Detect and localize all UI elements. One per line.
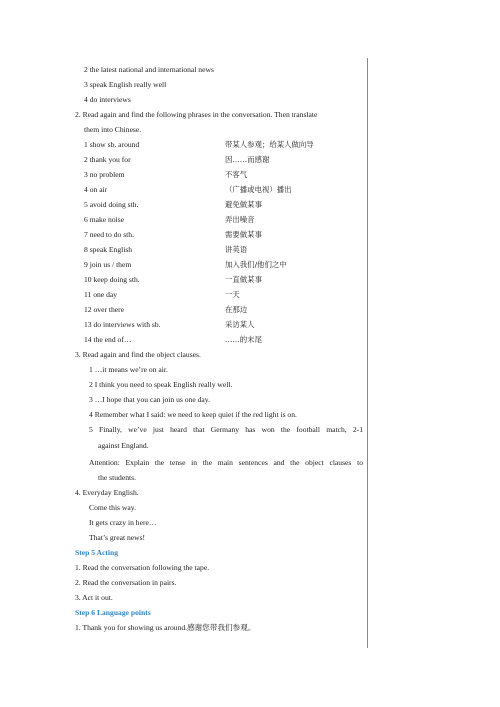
phrase-en: 5 avoid doing sth. <box>84 200 139 209</box>
phrase-cn: 在那边 <box>225 305 248 314</box>
phrase-en: 2 thank you for <box>84 155 131 164</box>
phrase-en: 8 speak English <box>84 245 133 254</box>
phrase-cn: 不客气 <box>225 170 248 179</box>
phrase-cn: 一天 <box>225 290 240 299</box>
phrase-cn: 避免做某事 <box>225 200 262 209</box>
step-heading: Step 6 Language points <box>75 608 151 617</box>
text-line: 3 speak English really well <box>84 80 167 89</box>
phrase-en: 10 keep doing sth. <box>84 275 140 284</box>
text-line: Attention: Explain the tense in the main sentences and the object clauses to <box>89 458 363 467</box>
phrase-cn: 因……而感谢 <box>225 155 270 164</box>
phrase-cn: 需要做某事 <box>225 230 262 239</box>
phrase-en: 3 no problem <box>84 170 125 179</box>
phrase-cn: 采访某人 <box>225 320 255 329</box>
text-line: 2. Read the conversation in pairs. <box>75 578 177 587</box>
text-line: 1 …it means we’re on air. <box>89 365 168 374</box>
text-line: against England. <box>98 441 149 450</box>
phrase-cn: （广播或电视）播出 <box>225 185 292 194</box>
text-line: them into Chinese. <box>84 125 142 134</box>
phrase-cn: 加入我们/他们之中 <box>225 260 287 269</box>
text-line: 2 the latest national and international news <box>84 65 214 74</box>
phrase-cn: 讲英语 <box>225 245 248 254</box>
text-line: 5 Finally, we’ve just heard that Germany has won the football match, 2-1 <box>89 425 363 434</box>
phrase-en: 11 one day <box>84 290 118 299</box>
text-line: 2 I think you need to speak English really well. <box>89 380 233 389</box>
phrase-en: 6 make noise <box>84 215 125 224</box>
text-line: 4 Remember what I said: we need to keep quiet if the red light is on. <box>89 410 297 419</box>
phrase-cn: 一直做某事 <box>225 275 262 284</box>
text-line: 3. Act it out. <box>75 593 113 602</box>
phrase-cn: ……的末尾 <box>225 335 262 344</box>
phrase-cn: 弄出噪音 <box>225 215 255 224</box>
phrase-cn: 带某人参观；给某人做向导 <box>225 140 314 149</box>
phrase-en: 13 do interviews with sb. <box>84 320 161 329</box>
text-line: Come this way. <box>89 503 136 512</box>
text-line: It gets crazy in here… <box>89 518 157 527</box>
phrase-en: 9 join us / them <box>84 260 132 269</box>
text-line: That’s great news! <box>89 533 146 542</box>
step-heading: Step 5 Acting <box>75 548 119 557</box>
text-line: 3 …I hope that you can join us one day. <box>89 395 210 404</box>
text-line: 1. Read the conversation following the tape. <box>75 563 210 572</box>
phrase-en: 14 the end of… <box>84 335 132 344</box>
question-heading: 2. Read again and find the following phrases in the conversation. Then translate <box>75 110 318 119</box>
phrase-en: 1 show sb. around <box>84 140 140 149</box>
question-heading: 3. Read again and find the object clauses. <box>75 350 201 359</box>
phrase-en: 12 over there <box>84 305 125 314</box>
phrase-en: 7 need to do sth. <box>84 230 134 239</box>
text-line: the students. <box>98 473 136 482</box>
text-line: 4 do interviews <box>84 95 131 104</box>
phrase-en: 4 on air <box>84 185 108 194</box>
text-line: 1. Thank you for showing us around.感谢您带我们参观。 <box>75 623 256 632</box>
question-heading: 4. Everyday English. <box>75 488 139 497</box>
right-margin-rule <box>367 58 368 648</box>
